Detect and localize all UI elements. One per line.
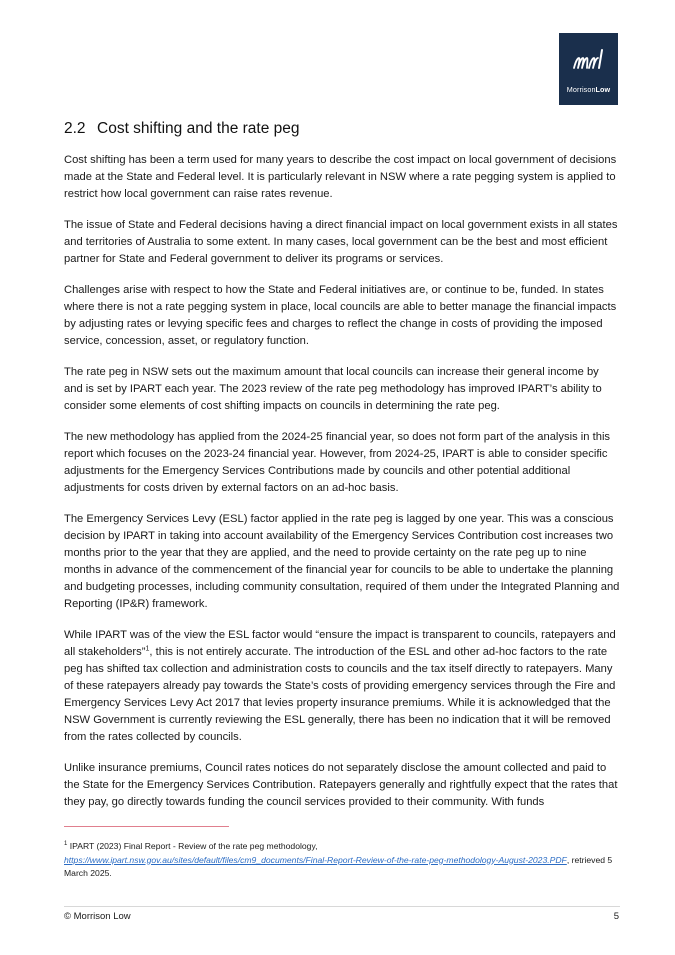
company-logo (559, 33, 618, 105)
paragraph: The issue of State and Federal decisions having a direct financial impact on local government exists in all states and territories of Australia to some extent. In many cases, local government can be the best and most efficient partner for State and Federal government to deliver its programs or services. (64, 219, 618, 265)
paragraph: The new methodology has applied from the 2024-25 financial year, so does not form part of the analysis in this report which focuses on the 2023-24 financial year. However, from 2024-25, IPART is able to consider specific adjustments for the Emergency Services Contributions made by councils and other potential additional adjustments for costs driven by external factors on an ad-hoc basis. (64, 431, 611, 494)
paragraph: Challenges arise with respect to how the State and Federal initiatives are, or continue to be, funded. In states where there is not a rate pegging system in place, local councils are able to better manage the financial impacts by adjusting rates or levying specific fees and charges to reflect the change in costs of providing the imposed service, concession, asset, or regulatory function. (64, 284, 617, 347)
section-heading (64, 120, 300, 138)
section-number: 2.2 (64, 120, 86, 137)
quote-text-after: , this is not entirely accurate. The introduction of the ESL and other ad-hoc factors to the rate peg has shifted tax collection and administration costs to councils and the tax itself directly to ratepayers. Many of these ratepayers already pay towards the State’s costs of providing emergency services through the Fire and Emergency Services Levy Act 2017 that levies property insurance premiums. While it is acknowledged that the NSW Government is currently reviewing the ESL generally, there has been no indication that it will be removed from the rates collected by councils. (64, 646, 616, 743)
footer-copyright: © Morrison Low (64, 911, 131, 922)
paragraph-with-footnote (64, 627, 620, 746)
logo-wordmark (559, 85, 618, 94)
footnote-number: 1 (64, 841, 68, 848)
page-number: 5 (613, 911, 619, 922)
body-text (64, 152, 620, 825)
footnote-suffix: , retrieved 5 March 2025. (64, 854, 613, 878)
quote-text-before: While IPART was of the view the ESL factor would “ensure the impact is transparent to councils, ratepayers and all stakeholders” (64, 629, 616, 658)
paragraph: Unlike insurance premiums, Council rates notices do not separately disclose the amount collected and paid to the State for the Emergency Services Contribution. Ratepayers generally and rightfully expect that the rates that they pay, go directly towards funding the council services provided to their community. With funds (64, 762, 618, 808)
footnote-text: IPART (2023) Final Report - Review of the rate peg methodology, (69, 841, 318, 851)
morrison-low-monogram-icon (572, 46, 606, 74)
logo-word-bold: Low (595, 85, 611, 94)
logo-word-regular: Morrison (566, 85, 596, 94)
footnote-link[interactable]: https://www.ipart.nsw.gov.au/sites/default/files/cm9_documents/Final-Report-Review-of-the-rate-peg-methodology-August-2023.PDF (64, 854, 567, 865)
section-title: Cost shifting and the rate peg (97, 120, 300, 137)
footnote-reference[interactable]: 1 (145, 645, 150, 653)
footer-divider (64, 906, 620, 907)
paragraph: Cost shifting has been a term used for many years to describe the cost impact on local government of decisions made at the State and Federal level. It is particularly relevant in NSW where a rate pegging system is applied to restrict how local government can raise rates revenue. (64, 154, 617, 200)
paragraph: The rate peg in NSW sets out the maximum amount that local councils can increase their general income by and is set by IPART each year. The 2023 review of the rate peg methodology has improved IPART’s ability to consider some elements of cost shifting impacts on councils in determining the rate peg. (64, 366, 602, 412)
paragraph: The Emergency Services Levy (ESL) factor applied in the rate peg is lagged by one year. This was a conscious decision by IPART in taking into account availability of the Emergency Services Contribution cost increases two months prior to the year that they are applied, and the need to provide certainty on the rate peg up to nine months in advance of the commencement of the financial year for councils to be able to undertake the planning and budgeting processes, including community consultation, required of them under the Integrated Planning and Reporting (IP&R) framework. (64, 513, 620, 610)
footnote-divider (64, 826, 229, 827)
footnote (64, 840, 620, 881)
